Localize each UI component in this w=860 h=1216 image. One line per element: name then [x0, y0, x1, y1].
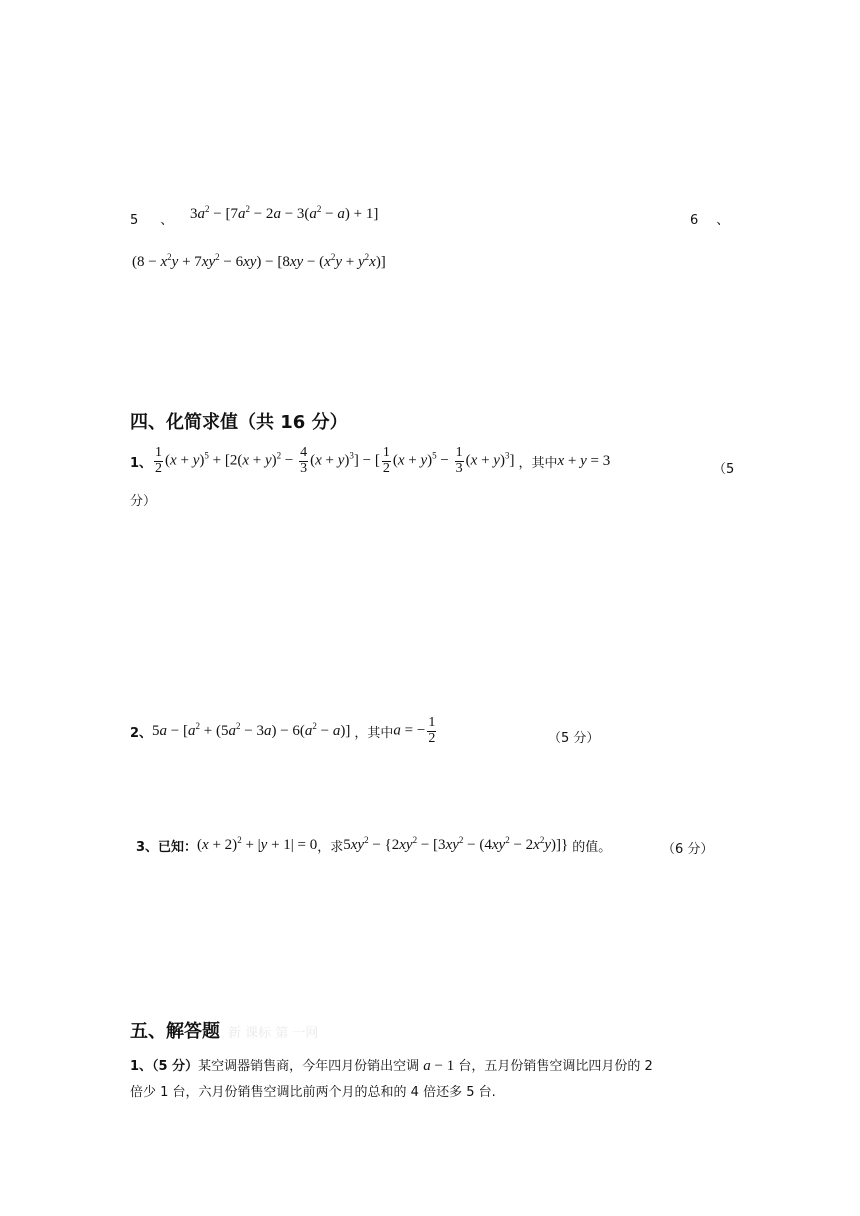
question-3-end: 的值。	[572, 840, 612, 855]
problem-6-expression: $(8 - x^2y + 7xy^2 - 6xy) - [8xy - (x^2y + y^2x)]$	[132, 252, 386, 270]
section-5-title: 五、解答题	[130, 1021, 220, 1042]
section-4-question-2	[130, 716, 438, 746]
watermark: 新 课标 第 一网	[228, 1026, 319, 1041]
question-3-mid: ，求	[317, 840, 344, 855]
question-2-expression: $5a - [a^2 + (5a^2 - 3a) - 6(a^2 - a)]$	[152, 720, 351, 739]
section-5-question-1-line-1	[130, 1055, 653, 1075]
question-3-expression: $5xy^2 - \{2xy^2 - [3xy^2 - (4xy^2 - 2x^2y)]\}$	[343, 835, 569, 853]
question-2-label: 2、	[130, 725, 153, 741]
question-1-condition-label: ，其中	[518, 455, 558, 471]
section-5-q1-label: 1、（5 分）	[130, 1059, 199, 1074]
question-2-score: （5 分）	[548, 731, 600, 746]
question-1-score-b: 分）	[130, 494, 157, 509]
problem-6-number: 6 、	[690, 213, 730, 228]
question-3-score: （6 分）	[662, 842, 714, 857]
section-5-heading	[130, 1017, 318, 1043]
question-3-given: $(x + 2)^2 + |y + 1| = 0$	[197, 835, 318, 853]
section-5-q1-text-a: 某空调器销售商，今年四月份销出空调	[198, 1059, 420, 1074]
section-4-question-3	[136, 836, 611, 855]
problem-5-expression: $3a^2 - [7a^2 - 2a - 3(a^2 - a) + 1]$	[190, 204, 379, 222]
question-1-score-a: （5	[713, 462, 735, 477]
question-3-label: 3、已知：	[136, 840, 198, 855]
question-1-label: 1、	[130, 455, 153, 471]
section-4-question-1	[130, 446, 610, 476]
question-1-expression: $\frac{1}{2}$ $(x + y)^5 + [2(x + y)^2$ − $\frac{4}{3}$ $(x + y)^3$] − [ $\frac{1}{2}$ $(x + y)^5$ − $\frac{1}{3}$ $(x + y)^3$]	[155, 445, 515, 476]
problem-5-number: 5 、	[130, 213, 174, 228]
section-5-q1-text-b: 台，五月份销售空调比四月份的 2	[458, 1059, 653, 1074]
question-2-condition: a = − $\frac{1}{2}$	[393, 715, 436, 746]
section-5-question-1-line-2: 倍少 1 台，六月份销售空调比前两个月的总和的 4 倍还多 5 台.	[130, 1085, 496, 1100]
question-1-condition: x + y = 3	[557, 452, 611, 469]
question-2-condition-label: ，其中	[354, 725, 394, 741]
section-5-q1-math: a − 1	[423, 1058, 455, 1074]
section-4-heading: 四、化简求值（共 16 分）	[130, 412, 348, 433]
